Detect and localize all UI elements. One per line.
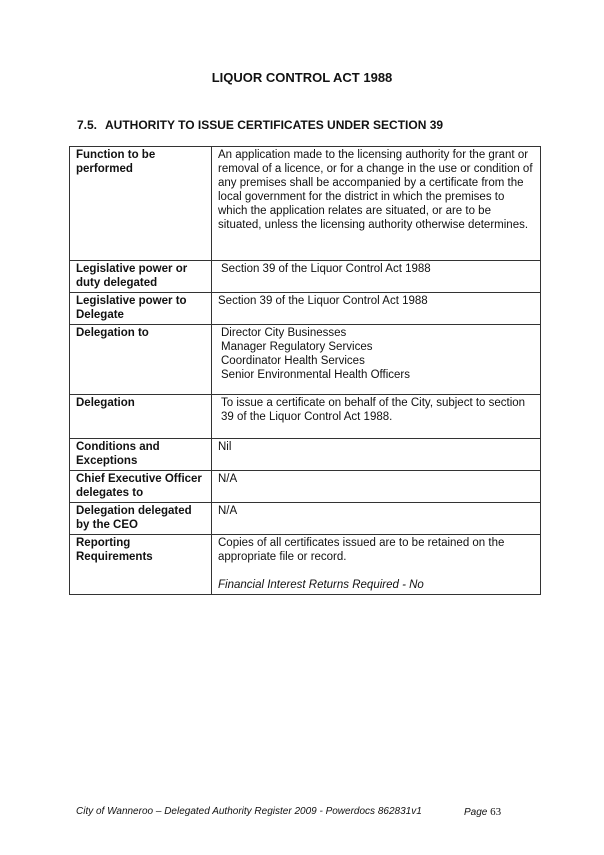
- row-value-conditions: Nil: [212, 439, 541, 471]
- table-row: [70, 535, 541, 595]
- table-row: [70, 439, 541, 471]
- table-row: [70, 325, 541, 395]
- document-title: LIQUOR CONTROL ACT 1988: [211, 70, 393, 85]
- section-title: AUTHORITY TO ISSUE CERTIFICATES UNDER SECTION 39: [105, 118, 444, 132]
- page-number: [464, 806, 501, 818]
- row-value-delegation: [212, 395, 541, 439]
- table-row: [70, 471, 541, 503]
- list-item: Manager Regulatory Services: [221, 341, 373, 353]
- table-row: [70, 293, 541, 325]
- row-value-reporting: [212, 535, 541, 595]
- row-label-delegation-to: Delegation to: [70, 325, 212, 395]
- page-footer: City of Wanneroo – Delegated Authority Register 2009 - Powerdocs 862831v1: [76, 806, 422, 817]
- row-label-reporting: Reporting Requirements: [70, 535, 212, 595]
- row-value-delegated-by-ceo: N/A: [212, 503, 541, 535]
- row-value-text: Section 39 of the Liquor Control Act 1988: [221, 263, 431, 275]
- row-value-delegation-to: [212, 325, 541, 395]
- row-label-legislative-power-duty: Legislative power or duty delegated: [70, 261, 212, 293]
- section-heading: [77, 118, 443, 132]
- table-row: [70, 395, 541, 439]
- row-label-delegated-by-ceo: Delegation delegated by the CEO: [70, 503, 212, 535]
- row-value-function: An application made to the licensing authority for the grant or removal of a licence, or for a change in the use or condition of any premises shall be accompanied by a certificate from the local government for the district in which the premises to which the application relates are situated, or are to be situated, unless the licensing authority otherwise determines.: [212, 147, 541, 261]
- financial-interest-note: Financial Interest Returns Required - No: [218, 579, 424, 591]
- page-label: Page: [464, 807, 488, 818]
- row-value-legislative-power-duty: [212, 261, 541, 293]
- delegation-table: [69, 146, 541, 595]
- row-label-delegation: Delegation: [70, 395, 212, 439]
- list-item: Director City Businesses: [221, 327, 347, 339]
- row-value-ceo-delegates-to: N/A: [212, 471, 541, 503]
- row-label-conditions: Conditions and Exceptions: [70, 439, 212, 471]
- table-row: [70, 261, 541, 293]
- table-row: [70, 503, 541, 535]
- list-item: Senior Environmental Health Officers: [221, 369, 410, 381]
- row-value-legislative-power-delegate: Section 39 of the Liquor Control Act 1988: [212, 293, 541, 325]
- reporting-text: Copies of all certificates issued are to be retained on the appropriate file or record.: [218, 537, 505, 563]
- row-label-legislative-power-delegate: Legislative power to Delegate: [70, 293, 212, 325]
- table-row: [70, 147, 541, 261]
- section-number: 7.5.: [77, 118, 98, 132]
- row-value-text: To issue a certificate on behalf of the City, subject to section 39 of the Liquor Control Act 1988.: [221, 397, 526, 423]
- delegate-list: [218, 326, 535, 382]
- list-item: Coordinator Health Services: [221, 355, 365, 367]
- row-label-ceo-delegates-to: Chief Executive Officer delegates to: [70, 471, 212, 503]
- row-label-function: Function to be performed: [70, 147, 212, 261]
- page-number-value: 63: [490, 806, 502, 818]
